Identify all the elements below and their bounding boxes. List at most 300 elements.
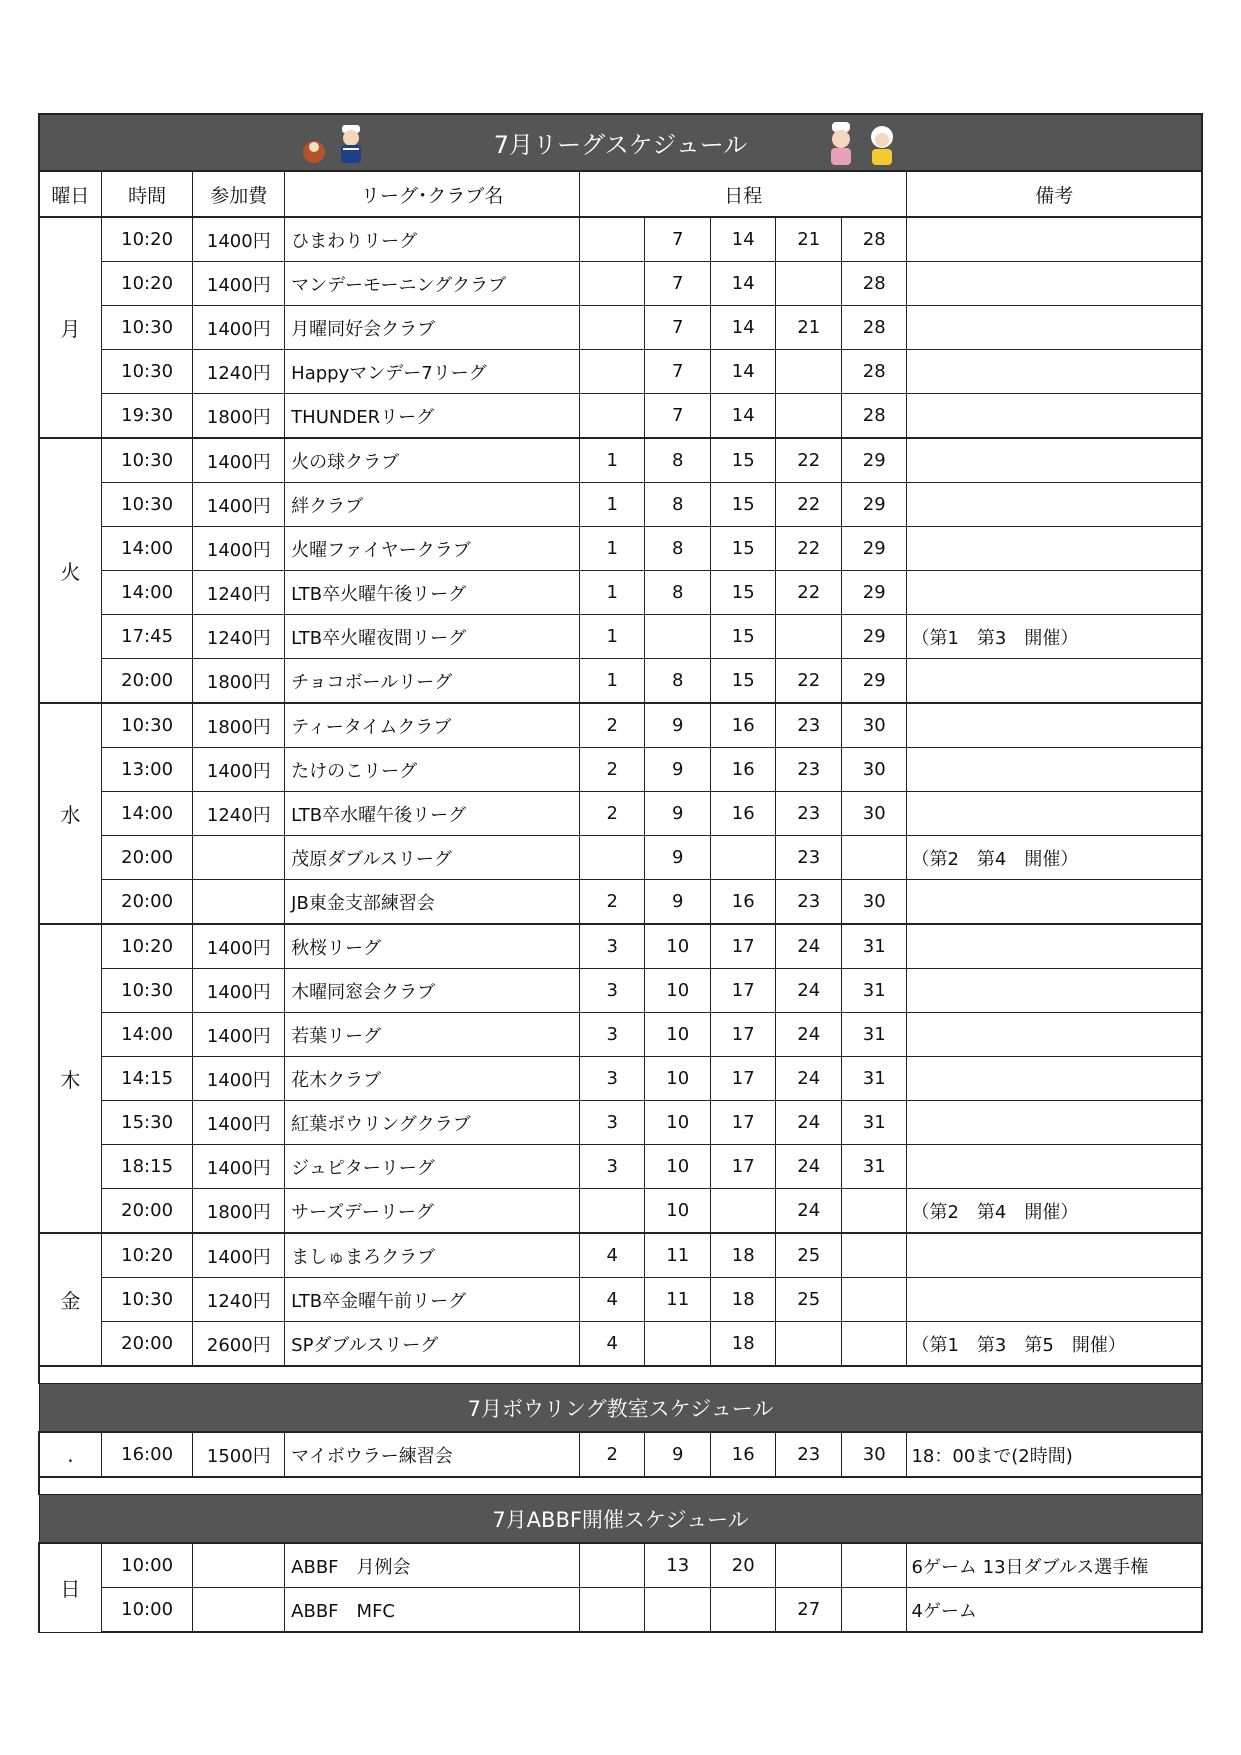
abbf-row <box>39 1543 1202 1588</box>
time-cell: 14:00 <box>101 571 193 615</box>
schedule-sheet <box>38 113 1203 1633</box>
league-row <box>39 1101 1202 1145</box>
league-name-cell: チョコボールリーグ <box>285 659 580 704</box>
league-row <box>39 748 1202 792</box>
date-cell: 29 <box>841 615 907 659</box>
note-cell <box>907 1057 1202 1101</box>
note-cell <box>907 659 1202 704</box>
time-cell: 10:30 <box>101 1278 193 1322</box>
abbf-title-row <box>39 1495 1202 1544</box>
date-cell: 10 <box>645 1145 711 1189</box>
date-cell: 24 <box>776 1189 842 1234</box>
time-cell: 10:30 <box>101 350 193 394</box>
league-row <box>39 306 1202 350</box>
time-cell: 10:30 <box>101 483 193 527</box>
date-cell <box>579 350 645 394</box>
fee-cell: 1800円 <box>193 659 285 704</box>
mascot-left-icon <box>294 119 384 167</box>
date-cell: 22 <box>776 659 842 704</box>
date-cell: 8 <box>645 527 711 571</box>
league-name-cell: ひまわりリーグ <box>285 217 580 262</box>
fee-cell: 1400円 <box>193 924 285 969</box>
time-cell: 15:30 <box>101 1101 193 1145</box>
lesson-title: 7月ボウリング教室スケジュール <box>39 1384 1202 1433</box>
date-cell: 30 <box>841 792 907 836</box>
date-cell: 14 <box>710 350 776 394</box>
league-name-cell: THUNDERリーグ <box>285 394 580 439</box>
date-cell <box>841 1543 907 1588</box>
fee-cell: 1240円 <box>193 350 285 394</box>
date-cell: 24 <box>776 1013 842 1057</box>
date-cell <box>579 836 645 880</box>
schedule-table <box>38 113 1203 1633</box>
date-cell: 15 <box>710 571 776 615</box>
note-cell: （第1 第3 開催） <box>907 615 1202 659</box>
fee-cell: 1240円 <box>193 571 285 615</box>
note-cell: 6ゲーム 13日ダブルス選手権 <box>907 1543 1202 1588</box>
date-cell: 16 <box>710 1432 776 1477</box>
date-cell: 16 <box>710 703 776 748</box>
fee-cell: 1400円 <box>193 527 285 571</box>
fee-cell <box>193 1588 285 1633</box>
league-title: 7月リーグスケジュール <box>493 131 748 159</box>
note-cell <box>907 571 1202 615</box>
day-cell: 月 <box>39 217 101 438</box>
league-name-cell: 茂原ダブルスリーグ <box>285 836 580 880</box>
league-row <box>39 924 1202 969</box>
time-cell: 10:20 <box>101 924 193 969</box>
date-cell: 27 <box>776 1588 842 1633</box>
date-cell <box>579 306 645 350</box>
date-cell: 15 <box>710 659 776 704</box>
time-cell: 10:30 <box>101 438 193 483</box>
date-cell: 18 <box>710 1278 776 1322</box>
date-cell <box>645 1588 711 1633</box>
date-cell <box>710 1189 776 1234</box>
date-cell: 1 <box>579 615 645 659</box>
fee-cell: 1800円 <box>193 703 285 748</box>
section-gap-2-cell <box>39 1477 1202 1495</box>
fee-cell <box>193 836 285 880</box>
fee-cell: 1400円 <box>193 1233 285 1278</box>
date-cell: 23 <box>776 880 842 925</box>
fee-cell: 1400円 <box>193 438 285 483</box>
date-cell: 23 <box>776 748 842 792</box>
date-cell <box>776 615 842 659</box>
time-cell: 19:30 <box>101 394 193 439</box>
header-fee: 参加費 <box>193 171 285 217</box>
date-cell: 24 <box>776 969 842 1013</box>
league-row <box>39 217 1202 262</box>
date-cell: 14 <box>710 394 776 439</box>
abbf-title: 7月ABBF開催スケジュール <box>39 1495 1202 1544</box>
date-cell: 24 <box>776 1057 842 1101</box>
date-cell: 15 <box>710 438 776 483</box>
league-title-cell <box>39 114 1202 171</box>
time-cell: 20:00 <box>101 659 193 704</box>
date-cell: 23 <box>776 836 842 880</box>
header-schedule: 日程 <box>579 171 907 217</box>
league-row <box>39 1013 1202 1057</box>
date-cell: 31 <box>841 1057 907 1101</box>
header-note: 備考 <box>907 171 1202 217</box>
date-cell: 14 <box>710 217 776 262</box>
date-cell <box>841 1278 907 1322</box>
date-cell: 4 <box>579 1278 645 1322</box>
date-cell: 21 <box>776 217 842 262</box>
date-cell: 2 <box>579 880 645 925</box>
date-cell <box>710 1588 776 1633</box>
league-row <box>39 615 1202 659</box>
date-cell: 25 <box>776 1233 842 1278</box>
date-cell <box>841 1233 907 1278</box>
date-cell <box>776 394 842 439</box>
note-cell <box>907 880 1202 925</box>
fee-cell: 2600円 <box>193 1322 285 1367</box>
date-cell <box>710 836 776 880</box>
league-name-cell: ましゅまろクラブ <box>285 1233 580 1278</box>
date-cell: 10 <box>645 1013 711 1057</box>
note-cell <box>907 792 1202 836</box>
league-row <box>39 394 1202 439</box>
date-cell: 13 <box>645 1543 711 1588</box>
time-cell: 10:30 <box>101 969 193 1013</box>
fee-cell: 1240円 <box>193 615 285 659</box>
date-cell: 17 <box>710 1145 776 1189</box>
date-cell: 22 <box>776 527 842 571</box>
league-row <box>39 1189 1202 1234</box>
date-cell: 4 <box>579 1322 645 1367</box>
league-name-cell: 秋桜リーグ <box>285 924 580 969</box>
league-row <box>39 880 1202 925</box>
time-cell: 10:20 <box>101 1233 193 1278</box>
time-cell: 16:00 <box>101 1432 193 1477</box>
date-cell: 4 <box>579 1233 645 1278</box>
time-cell: 13:00 <box>101 748 193 792</box>
league-row <box>39 350 1202 394</box>
league-name-cell: たけのこリーグ <box>285 748 580 792</box>
section-gap-1 <box>39 1366 1202 1384</box>
fee-cell: 1400円 <box>193 1013 285 1057</box>
league-row <box>39 262 1202 306</box>
league-row <box>39 703 1202 748</box>
time-cell: 14:00 <box>101 792 193 836</box>
day-cell: 日 <box>39 1543 101 1632</box>
note-cell <box>907 703 1202 748</box>
note-cell: 18：00まで(2時間) <box>907 1432 1202 1477</box>
fee-cell: 1400円 <box>193 483 285 527</box>
date-cell: 22 <box>776 483 842 527</box>
fee-cell: 1400円 <box>193 1101 285 1145</box>
league-name-cell: LTB卒水曜午後リーグ <box>285 792 580 836</box>
time-cell: 17:45 <box>101 615 193 659</box>
league-name-cell: 木曜同窓会クラブ <box>285 969 580 1013</box>
date-cell: 30 <box>841 1432 907 1477</box>
date-cell: 31 <box>841 1101 907 1145</box>
time-cell: 10:00 <box>101 1543 193 1588</box>
fee-cell: 1240円 <box>193 1278 285 1322</box>
note-cell: （第2 第4 開催） <box>907 1189 1202 1234</box>
date-cell: 2 <box>579 703 645 748</box>
date-cell <box>645 1322 711 1367</box>
date-cell: 24 <box>776 924 842 969</box>
date-cell: 28 <box>841 262 907 306</box>
day-cell: 金 <box>39 1233 101 1366</box>
league-name-cell: マイボウラー練習会 <box>285 1432 580 1477</box>
date-cell: 16 <box>710 880 776 925</box>
fee-cell: 1400円 <box>193 1057 285 1101</box>
league-name-cell: サーズデーリーグ <box>285 1189 580 1234</box>
league-row <box>39 836 1202 880</box>
date-cell <box>579 394 645 439</box>
date-cell: 28 <box>841 394 907 439</box>
date-cell: 7 <box>645 394 711 439</box>
league-name-cell: ティータイムクラブ <box>285 703 580 748</box>
date-cell: 10 <box>645 1057 711 1101</box>
league-row <box>39 1322 1202 1367</box>
abbf-row <box>39 1588 1202 1633</box>
date-cell <box>645 615 711 659</box>
league-name-cell: ジュピターリーグ <box>285 1145 580 1189</box>
league-row <box>39 1278 1202 1322</box>
fee-cell: 1400円 <box>193 969 285 1013</box>
date-cell: 29 <box>841 483 907 527</box>
date-cell: 7 <box>645 217 711 262</box>
time-cell: 20:00 <box>101 880 193 925</box>
league-name-cell: ABBF MFC <box>285 1588 580 1633</box>
date-cell: 11 <box>645 1233 711 1278</box>
date-cell: 2 <box>579 1432 645 1477</box>
date-cell: 1 <box>579 438 645 483</box>
date-cell: 16 <box>710 748 776 792</box>
fee-cell: 1400円 <box>193 217 285 262</box>
league-row <box>39 527 1202 571</box>
date-cell: 8 <box>645 659 711 704</box>
date-cell: 7 <box>645 262 711 306</box>
date-cell: 17 <box>710 969 776 1013</box>
fee-cell: 1400円 <box>193 1145 285 1189</box>
date-cell: 3 <box>579 1145 645 1189</box>
date-cell: 17 <box>710 1013 776 1057</box>
date-cell: 23 <box>776 792 842 836</box>
date-cell: 29 <box>841 571 907 615</box>
fee-cell: 1400円 <box>193 748 285 792</box>
date-cell: 9 <box>645 748 711 792</box>
date-cell: 23 <box>776 1432 842 1477</box>
day-cell: . <box>39 1432 101 1477</box>
date-cell: 16 <box>710 792 776 836</box>
date-cell <box>776 1543 842 1588</box>
note-cell <box>907 217 1202 262</box>
league-name-cell: Happyマンデー7リーグ <box>285 350 580 394</box>
date-cell: 2 <box>579 792 645 836</box>
note-cell <box>907 527 1202 571</box>
date-cell: 28 <box>841 350 907 394</box>
fee-cell: 1800円 <box>193 394 285 439</box>
date-cell: 1 <box>579 483 645 527</box>
date-cell: 9 <box>645 703 711 748</box>
note-cell <box>907 1278 1202 1322</box>
date-cell <box>579 262 645 306</box>
note-cell: （第1 第3 第5 開催） <box>907 1322 1202 1367</box>
note-cell <box>907 1101 1202 1145</box>
date-cell: 31 <box>841 969 907 1013</box>
note-cell <box>907 748 1202 792</box>
league-name-cell: 紅葉ボウリングクラブ <box>285 1101 580 1145</box>
date-cell: 8 <box>645 483 711 527</box>
day-cell: 水 <box>39 703 101 924</box>
date-cell: 11 <box>645 1278 711 1322</box>
note-cell <box>907 969 1202 1013</box>
league-name-cell: 若葉リーグ <box>285 1013 580 1057</box>
date-cell: 21 <box>776 306 842 350</box>
date-cell: 1 <box>579 527 645 571</box>
date-cell: 17 <box>710 1057 776 1101</box>
date-cell: 9 <box>645 880 711 925</box>
time-cell: 10:30 <box>101 306 193 350</box>
date-cell: 31 <box>841 1145 907 1189</box>
mascot-right-icon <box>820 119 910 169</box>
league-name-cell: 火の球クラブ <box>285 438 580 483</box>
date-cell: 10 <box>645 924 711 969</box>
date-cell: 3 <box>579 1057 645 1101</box>
date-cell: 28 <box>841 306 907 350</box>
date-cell: 10 <box>645 1189 711 1234</box>
fee-cell <box>193 880 285 925</box>
date-cell: 10 <box>645 1101 711 1145</box>
time-cell: 18:15 <box>101 1145 193 1189</box>
date-cell: 3 <box>579 924 645 969</box>
time-cell: 14:00 <box>101 527 193 571</box>
date-cell: 24 <box>776 1145 842 1189</box>
date-cell: 22 <box>776 571 842 615</box>
date-cell: 10 <box>645 969 711 1013</box>
date-cell <box>776 1322 842 1367</box>
league-name-cell: LTB卒火曜午後リーグ <box>285 571 580 615</box>
fee-cell <box>193 1543 285 1588</box>
league-name-cell: LTB卒火曜夜間リーグ <box>285 615 580 659</box>
date-cell: 22 <box>776 438 842 483</box>
note-cell: 4ゲーム <box>907 1588 1202 1633</box>
note-cell <box>907 1145 1202 1189</box>
time-cell: 20:00 <box>101 836 193 880</box>
time-cell: 20:00 <box>101 1322 193 1367</box>
date-cell: 20 <box>710 1543 776 1588</box>
time-cell: 10:00 <box>101 1588 193 1633</box>
date-cell <box>579 217 645 262</box>
header-row <box>39 171 1202 217</box>
league-name-cell: 月曜同好会クラブ <box>285 306 580 350</box>
section-gap-1-cell <box>39 1366 1202 1384</box>
fee-cell: 1400円 <box>193 306 285 350</box>
date-cell: 29 <box>841 527 907 571</box>
date-cell: 3 <box>579 1013 645 1057</box>
league-title-row <box>39 114 1202 171</box>
date-cell: 30 <box>841 703 907 748</box>
date-cell <box>841 1588 907 1633</box>
note-cell <box>907 483 1202 527</box>
league-row <box>39 438 1202 483</box>
date-cell: 1 <box>579 659 645 704</box>
league-name-cell: ABBF 月例会 <box>285 1543 580 1588</box>
date-cell: 17 <box>710 924 776 969</box>
date-cell <box>776 262 842 306</box>
league-row <box>39 483 1202 527</box>
time-cell: 10:30 <box>101 703 193 748</box>
time-cell: 10:20 <box>101 262 193 306</box>
note-cell <box>907 350 1202 394</box>
date-cell: 15 <box>710 527 776 571</box>
date-cell: 29 <box>841 438 907 483</box>
date-cell <box>579 1543 645 1588</box>
date-cell <box>841 1189 907 1234</box>
time-cell: 14:00 <box>101 1013 193 1057</box>
time-cell: 20:00 <box>101 1189 193 1234</box>
note-cell: （第2 第4 開催） <box>907 836 1202 880</box>
date-cell: 14 <box>710 306 776 350</box>
note-cell <box>907 306 1202 350</box>
time-cell: 14:15 <box>101 1057 193 1101</box>
league-row <box>39 1057 1202 1101</box>
header-time: 時間 <box>101 171 193 217</box>
date-cell: 14 <box>710 262 776 306</box>
league-name-cell: 花木クラブ <box>285 1057 580 1101</box>
header-name: リーグ･クラブ名 <box>285 171 580 217</box>
date-cell <box>841 836 907 880</box>
league-name-cell: LTB卒金曜午前リーグ <box>285 1278 580 1322</box>
date-cell: 9 <box>645 836 711 880</box>
date-cell <box>579 1189 645 1234</box>
date-cell: 23 <box>776 703 842 748</box>
league-name-cell: JB東金支部練習会 <box>285 880 580 925</box>
date-cell <box>841 1322 907 1367</box>
header-day: 曜日 <box>39 171 101 217</box>
note-cell <box>907 262 1202 306</box>
date-cell: 30 <box>841 880 907 925</box>
date-cell: 9 <box>645 1432 711 1477</box>
note-cell <box>907 924 1202 969</box>
league-row <box>39 571 1202 615</box>
date-cell: 18 <box>710 1233 776 1278</box>
note-cell <box>907 1013 1202 1057</box>
note-cell <box>907 438 1202 483</box>
date-cell: 3 <box>579 1101 645 1145</box>
league-row <box>39 659 1202 704</box>
note-cell <box>907 1233 1202 1278</box>
fee-cell: 1800円 <box>193 1189 285 1234</box>
date-cell: 24 <box>776 1101 842 1145</box>
date-cell: 30 <box>841 748 907 792</box>
time-cell: 10:20 <box>101 217 193 262</box>
fee-cell: 1240円 <box>193 792 285 836</box>
league-name-cell: 火曜ファイヤークラブ <box>285 527 580 571</box>
league-row <box>39 969 1202 1013</box>
date-cell: 31 <box>841 924 907 969</box>
league-name-cell: マンデーモーニングクラブ <box>285 262 580 306</box>
league-row <box>39 1145 1202 1189</box>
league-name-cell: 絆クラブ <box>285 483 580 527</box>
date-cell: 8 <box>645 438 711 483</box>
date-cell: 15 <box>710 615 776 659</box>
date-cell: 7 <box>645 350 711 394</box>
date-cell: 28 <box>841 217 907 262</box>
section-gap-2 <box>39 1477 1202 1495</box>
league-row <box>39 792 1202 836</box>
date-cell <box>579 1588 645 1633</box>
day-cell: 木 <box>39 924 101 1233</box>
date-cell: 17 <box>710 1101 776 1145</box>
fee-cell: 1400円 <box>193 262 285 306</box>
